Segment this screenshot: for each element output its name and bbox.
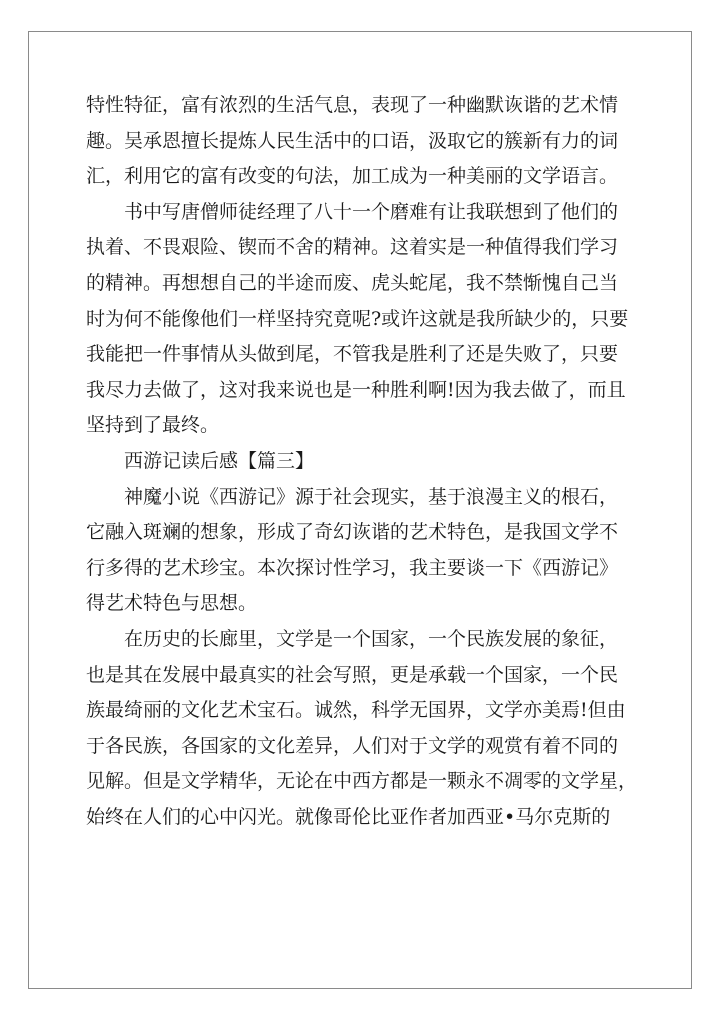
section-heading: 西游记读后感【篇三】	[124, 449, 315, 472]
text-line: 书中写唐僧师徒经理了八十一个磨难有让我联想到了他们的	[124, 200, 619, 223]
text-line: 坚持到了最终。	[86, 414, 220, 437]
text-line: 始终在人们的心中闪光。就像哥伦比亚作者加西亚•马尔克斯的	[86, 805, 611, 828]
text-line: 汇，利用它的富有改变的句法，加工成为一种美丽的文学语言。	[86, 165, 619, 188]
text-line: 也是其在发展中最真实的社会写照，更是承载一个国家，一个民	[86, 663, 619, 686]
text-line: 我尽力去做了，这对我来说也是一种胜利啊!因为我去做了，而且	[86, 378, 626, 401]
text-line: 行多得的艺术珍宝。本次探讨性学习，我主要谈一下《西游记》	[86, 556, 619, 579]
text-line: 见解。但是文学精华，无论在中西方都是一颗永不凋零的文学星，	[86, 770, 638, 793]
text-line: 特性特征，富有浓烈的生活气息，表现了一种幽默诙谐的艺术情	[86, 94, 619, 116]
body-text	[86, 88, 646, 835]
text-line: 时为何不能像他们一样坚持究竟呢?或许这就是我所缺少的，只要	[86, 307, 629, 330]
text-line: 趣。吴承恩擅长提炼人民生活中的口语，汲取它的簇新有力的词	[86, 129, 619, 152]
text-line: 执着、不畏艰险、锲而不舍的精神。这着实是一种值得我们学习	[86, 236, 619, 259]
text-line: 的精神。再想想自己的半途而废、虎头蛇尾，我不禁惭愧自己当	[86, 271, 619, 294]
text-line: 在历史的长廊里，文学是一个国家，一个民族发展的象征，	[124, 627, 619, 650]
text-line: 它融入斑斓的想象，形成了奇幻诙谐的艺术特色，是我国文学不	[86, 521, 619, 544]
text-line: 神魔小说《西游记》源于社会现实，基于浪漫主义的根石，	[124, 485, 619, 508]
text-line: 得艺术特色与思想。	[86, 592, 258, 615]
text-line: 我能把一件事情从头做到尾，不管我是胜利了还是失败了，只要	[86, 343, 619, 366]
text-line: 族最绮丽的文化艺术宝石。诚然，科学无国界，文学亦美焉!但由	[86, 699, 626, 722]
text-line: 于各民族，各国家的文化差异，人们对于文学的观赏有着不同的	[86, 734, 619, 757]
